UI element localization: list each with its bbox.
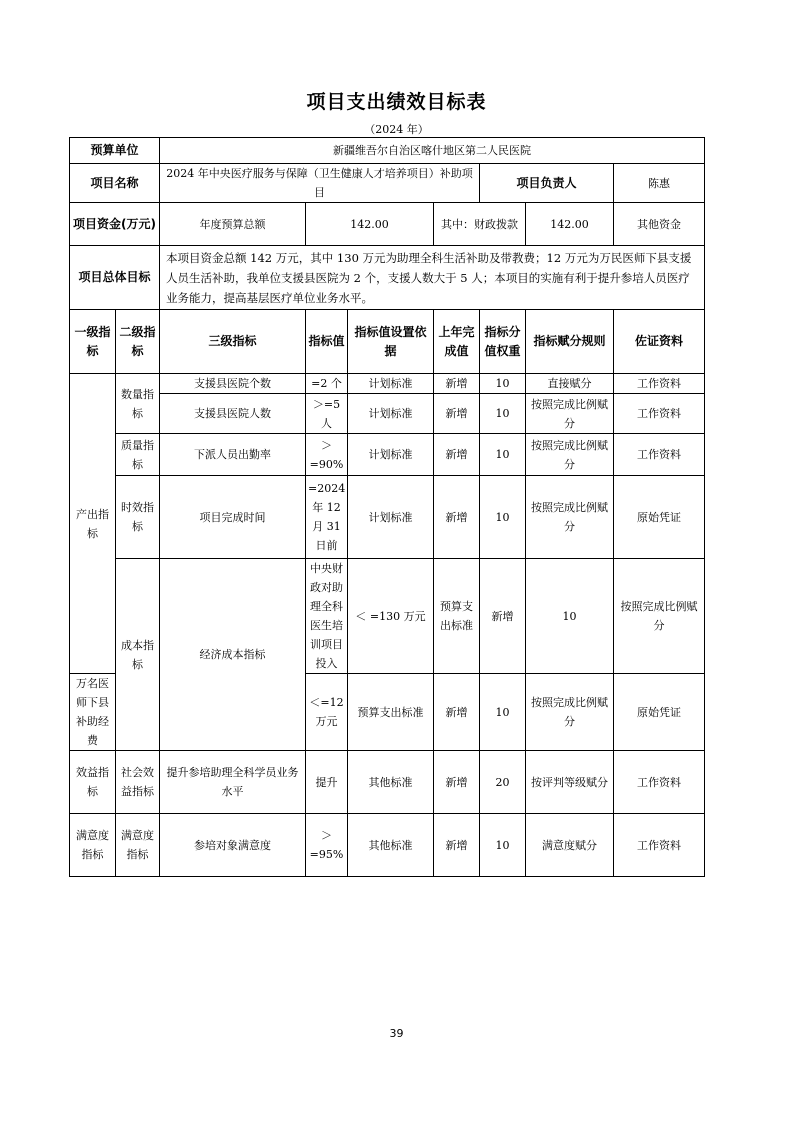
- value-cell: ＞ =90%: [306, 434, 348, 476]
- rule-cell: 按照完成比例赋分: [614, 559, 705, 674]
- rule-cell: 满意度赋分: [526, 814, 614, 877]
- other-funds-label: 其他资金: [614, 203, 705, 246]
- evidence-cell: 工作资料: [614, 394, 705, 434]
- value-cell: ＜=12 万元: [306, 674, 348, 751]
- indicator-cell: 下派人员出勤率: [160, 434, 306, 476]
- group-satisfaction: 满意度指标: [70, 814, 116, 877]
- basis-cell: 预算支出标准: [434, 559, 480, 674]
- weight-cell: 10: [526, 559, 614, 674]
- column-header-row: [70, 310, 705, 374]
- col-level1: 一级指标: [70, 310, 116, 374]
- group-social-benefit: 社会效益指标: [116, 751, 160, 814]
- indicator-cell: 项目完成时间: [160, 476, 306, 559]
- performance-table: [69, 137, 705, 877]
- group-econ-cost: 经济成本指标: [160, 559, 306, 751]
- weight-cell: 10: [480, 814, 526, 877]
- col-level3: 三级指标: [160, 310, 306, 374]
- rule-cell: 按评判等级赋分: [526, 751, 614, 814]
- value-cell: =2024 年 12 月 31 日前: [306, 476, 348, 559]
- value-cell: 提升: [306, 751, 348, 814]
- evidence-cell: 工作资料: [614, 374, 705, 394]
- budget-unit-label: 预算单位: [70, 138, 160, 164]
- evidence-cell: 工作资料: [614, 751, 705, 814]
- group-satisfaction-2: 满意度指标: [116, 814, 160, 877]
- funds-label: 项目资金(万元): [70, 203, 160, 246]
- goal-label: 项目总体目标: [70, 246, 160, 310]
- annual-budget-label: 年度预算总额: [160, 203, 306, 246]
- funds-row: [70, 203, 705, 246]
- budget-unit-value: 新疆维吾尔自治区喀什地区第二人民医院: [160, 138, 705, 164]
- evidence-cell: 工作资料: [614, 434, 705, 476]
- rule-cell: 按照完成比例赋分: [526, 476, 614, 559]
- table-row: [70, 751, 705, 814]
- rule-cell: 按照完成比例赋分: [526, 394, 614, 434]
- last-year-cell: 新增: [480, 559, 526, 674]
- table-row: [70, 559, 705, 674]
- last-year-cell: 新增: [434, 394, 480, 434]
- rule-cell: 直接赋分: [526, 374, 614, 394]
- table-row: [70, 394, 705, 434]
- basis-cell: 计划标准: [348, 374, 434, 394]
- col-rule: 指标赋分规则: [526, 310, 614, 374]
- table-row: [70, 814, 705, 877]
- page-title: 项目支出绩效目标表: [306, 91, 487, 113]
- table-row: [70, 476, 705, 559]
- weight-cell: 10: [480, 374, 526, 394]
- col-weight: 指标分值权重: [480, 310, 526, 374]
- project-name-label: 项目名称: [70, 164, 160, 203]
- last-year-cell: 新增: [434, 751, 480, 814]
- fiscal-label: 其中：财政拨款: [434, 203, 526, 246]
- indicator-cell: 支援县医院人数: [160, 394, 306, 434]
- annual-budget-value: 142.00: [306, 203, 434, 246]
- rule-cell: 按照完成比例赋分: [526, 674, 614, 751]
- indicator-cell: 万名医师下县补助经费: [70, 674, 116, 751]
- indicator-cell: 支援县医院个数: [160, 374, 306, 394]
- col-level2: 二级指标: [116, 310, 160, 374]
- group-benefit: 效益指标: [70, 751, 116, 814]
- col-value: 指标值: [306, 310, 348, 374]
- evidence-cell: 原始凭证: [614, 674, 705, 751]
- basis-cell: 计划标准: [348, 434, 434, 476]
- value-cell: ＞=5 人: [306, 394, 348, 434]
- project-lead-label: 项目负责人: [480, 164, 614, 203]
- value-cell: =2 个: [306, 374, 348, 394]
- weight-cell: 10: [480, 476, 526, 559]
- table-row: [70, 374, 705, 394]
- indicator-cell: 参培对象满意度: [160, 814, 306, 877]
- col-evidence: 佐证资料: [614, 310, 705, 374]
- last-year-cell: 新增: [434, 374, 480, 394]
- group-output: 产出指标: [70, 374, 116, 674]
- last-year-cell: 新增: [434, 476, 480, 559]
- group-quantity: 数量指标: [116, 374, 160, 434]
- last-year-cell: 新增: [434, 434, 480, 476]
- col-last-year: 上年完成值: [434, 310, 480, 374]
- value-cell: ＞ =95%: [306, 814, 348, 877]
- fiscal-value: 142.00: [526, 203, 614, 246]
- year-label: （2024 年）: [364, 123, 429, 136]
- group-quality: 质量指标: [116, 434, 160, 476]
- value-cell: ＜ =130 万元: [348, 559, 434, 674]
- budget-unit-row: [70, 138, 705, 164]
- basis-cell: 其他标准: [348, 751, 434, 814]
- basis-cell: 计划标准: [348, 476, 434, 559]
- evidence-cell: 工作资料: [614, 814, 705, 877]
- goal-row: [70, 246, 705, 310]
- weight-cell: 10: [480, 434, 526, 476]
- group-cost: 成本指标: [116, 559, 160, 751]
- weight-cell: 20: [480, 751, 526, 814]
- group-timeliness: 时效指标: [116, 476, 160, 559]
- indicator-cell: 中央财政对助理全科医生培训项目投入: [306, 559, 348, 674]
- table-row: [70, 434, 705, 476]
- last-year-cell: 新增: [434, 814, 480, 877]
- last-year-cell: 新增: [434, 674, 480, 751]
- project-name-value: 2024 年中央医疗服务与保障（卫生健康人才培养项目）补助项目: [160, 164, 480, 203]
- rule-cell: 按照完成比例赋分: [526, 434, 614, 476]
- project-name-row: [70, 164, 705, 203]
- basis-cell: 其他标准: [348, 814, 434, 877]
- page-number: 39: [389, 1027, 404, 1040]
- indicator-cell: 提升参培助理全科学员业务水平: [160, 751, 306, 814]
- evidence-cell: 原始凭证: [614, 476, 705, 559]
- basis-cell: 计划标准: [348, 394, 434, 434]
- goal-text: 本项目资金总额 142 万元，其中 130 万元为助理全科生活补助及带教费；12 万元为万民医师下县支援人员生活补助，我单位支援县医院为 2 个，支援人数大于 5 人；本项目的实施有利于提升参培人员医疗业务能力，提高基层医疗单位业务水平。: [160, 246, 705, 310]
- col-basis: 指标值设置依据: [348, 310, 434, 374]
- weight-cell: 10: [480, 394, 526, 434]
- basis-cell: 预算支出标准: [348, 674, 434, 751]
- project-lead-value: 陈惠: [614, 164, 705, 203]
- weight-cell: 10: [480, 674, 526, 751]
